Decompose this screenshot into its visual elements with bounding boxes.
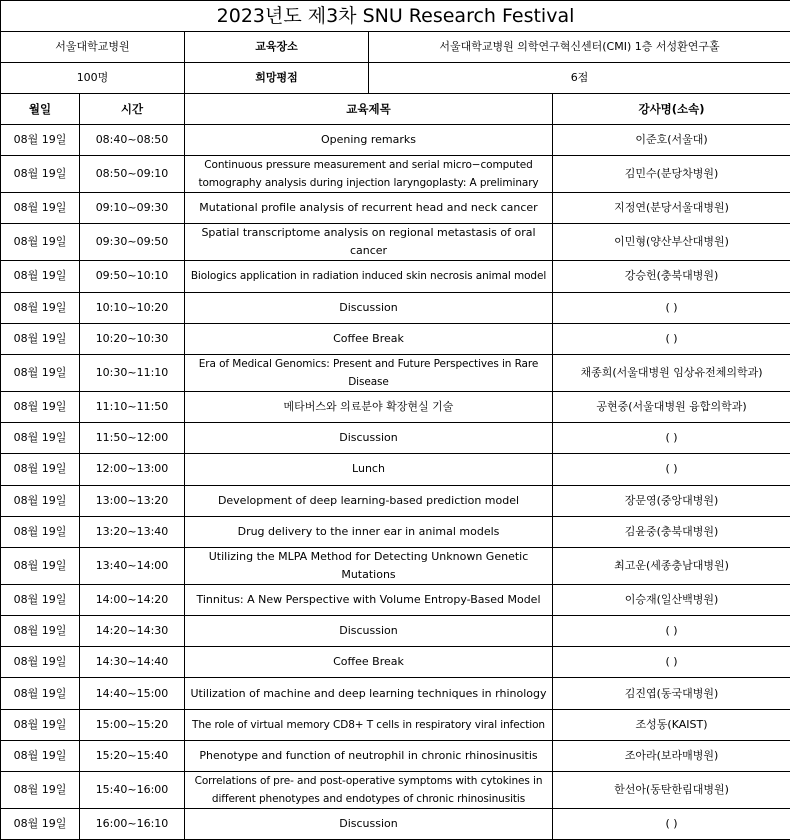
- table-row: [1, 678, 790, 709]
- table-row: [1, 156, 790, 193]
- cell-speaker: 채종희(서울대병원 임상유전체의학과): [553, 354, 790, 391]
- capacity: 100명: [1, 63, 185, 94]
- cell-subject: Lunch: [185, 454, 553, 485]
- cell-time: 09:50~10:10: [80, 261, 185, 292]
- cell-time: 13:40~14:00: [80, 547, 185, 584]
- cell-subject: Mutational profile analysis of recurrent head and neck cancer: [185, 193, 553, 224]
- cell-speaker: ( ): [553, 647, 790, 678]
- cell-subject: Discussion: [185, 809, 553, 840]
- cell-date: 08월 19일: [1, 454, 80, 485]
- cell-date: 08월 19일: [1, 516, 80, 547]
- cell-date: 08월 19일: [1, 423, 80, 454]
- cell-date: 08월 19일: [1, 125, 80, 156]
- cell-subject: Phenotype and function of neutrophil in chronic rhinosinusitis: [185, 740, 553, 771]
- cell-subject: 메타버스와 의료분야 확장현실 기술: [185, 391, 553, 422]
- cell-speaker: ( ): [553, 809, 790, 840]
- cell-date: 08월 19일: [1, 809, 80, 840]
- table-row: [1, 809, 790, 840]
- cell-subject: Coffee Break: [185, 323, 553, 354]
- cell-date: 08월 19일: [1, 156, 80, 193]
- cell-speaker: ( ): [553, 323, 790, 354]
- table-row: [1, 354, 790, 391]
- header-date: 월일: [1, 94, 80, 125]
- table-row: [1, 323, 790, 354]
- cell-time: 15:40~16:00: [80, 772, 185, 809]
- table-row: [1, 709, 790, 740]
- cell-subject: Discussion: [185, 423, 553, 454]
- table-row: [1, 547, 790, 584]
- table-row: [1, 454, 790, 485]
- cell-subject: Era of Medical Genomics: Present and Future Perspectives in Rare Disease: [185, 354, 553, 391]
- cell-speaker: 이승재(일산백병원): [553, 584, 790, 615]
- cell-speaker: ( ): [553, 423, 790, 454]
- cell-date: 08월 19일: [1, 584, 80, 615]
- cell-date: 08월 19일: [1, 772, 80, 809]
- cell-subject: Tinnitus: A New Perspective with Volume Entropy-Based Model: [185, 584, 553, 615]
- header-speaker: 강사명(소속): [553, 94, 790, 125]
- cell-speaker: 김진엽(동국대병원): [553, 678, 790, 709]
- cell-speaker: 조아라(보라매병원): [553, 740, 790, 771]
- cell-subject: The role of virtual memory CD8+ T cells in respiratory viral infection: [185, 709, 553, 740]
- organizer: 서울대학교병원: [1, 32, 185, 63]
- table-row: [1, 224, 790, 261]
- cell-date: 08월 19일: [1, 709, 80, 740]
- cell-subject: Utilization of machine and deep learning techniques in rhinology: [185, 678, 553, 709]
- header-subject: 교육제목: [185, 94, 553, 125]
- table-row: [1, 261, 790, 292]
- cell-time: 10:20~10:30: [80, 323, 185, 354]
- cell-time: 11:50~12:00: [80, 423, 185, 454]
- credit-value: 6점: [369, 63, 790, 94]
- cell-date: 08월 19일: [1, 224, 80, 261]
- cell-time: 10:30~11:10: [80, 354, 185, 391]
- cell-speaker: 공현중(서울대병원 융합의학과): [553, 391, 790, 422]
- cell-time: 09:10~09:30: [80, 193, 185, 224]
- cell-date: 08월 19일: [1, 740, 80, 771]
- table-row: [1, 616, 790, 647]
- cell-date: 08월 19일: [1, 678, 80, 709]
- table-row: [1, 193, 790, 224]
- cell-speaker: 이민형(양산부산대병원): [553, 224, 790, 261]
- cell-speaker: 김윤중(충북대병원): [553, 516, 790, 547]
- cell-date: 08월 19일: [1, 391, 80, 422]
- cell-date: 08월 19일: [1, 354, 80, 391]
- cell-subject: Correlations of pre- and post-operative symptoms with cytokines in different phenotypes and endotypes of chronic rhinosinusitis: [185, 772, 553, 809]
- cell-time: 08:50~09:10: [80, 156, 185, 193]
- cell-time: 10:10~10:20: [80, 292, 185, 323]
- table-row: [1, 125, 790, 156]
- cell-time: 15:20~15:40: [80, 740, 185, 771]
- cell-subject: Spatial transcriptome analysis on regional metastasis of oral cancer: [185, 224, 553, 261]
- cell-date: 08월 19일: [1, 616, 80, 647]
- cell-time: 12:00~13:00: [80, 454, 185, 485]
- table-row: [1, 391, 790, 422]
- cell-time: 14:30~14:40: [80, 647, 185, 678]
- cell-speaker: ( ): [553, 616, 790, 647]
- credit-label: 희망평점: [185, 63, 369, 94]
- cell-subject: Biologics application in radiation induced skin necrosis animal model: [185, 261, 553, 292]
- table-row: [1, 772, 790, 809]
- cell-time: 14:20~14:30: [80, 616, 185, 647]
- cell-subject: Drug delivery to the inner ear in animal models: [185, 516, 553, 547]
- table-row: [1, 423, 790, 454]
- cell-date: 08월 19일: [1, 193, 80, 224]
- cell-date: 08월 19일: [1, 647, 80, 678]
- cell-subject: Development of deep learning-based prediction model: [185, 485, 553, 516]
- cell-date: 08월 19일: [1, 292, 80, 323]
- cell-subject: Coffee Break: [185, 647, 553, 678]
- table-row: [1, 584, 790, 615]
- table-row: [1, 516, 790, 547]
- cell-subject: Opening remarks: [185, 125, 553, 156]
- cell-speaker: ( ): [553, 454, 790, 485]
- cell-speaker: 강승헌(충북대병원): [553, 261, 790, 292]
- table-row: [1, 485, 790, 516]
- page-title: 2023년도 제3차 SNU Research Festival: [1, 1, 790, 32]
- cell-subject: Utilizing the MLPA Method for Detecting Unknown Genetic Mutations: [185, 547, 553, 584]
- cell-date: 08월 19일: [1, 485, 80, 516]
- cell-time: 15:00~15:20: [80, 709, 185, 740]
- header-time: 시간: [80, 94, 185, 125]
- table-row: [1, 740, 790, 771]
- cell-speaker: 최고운(세종충남대병원): [553, 547, 790, 584]
- cell-time: 14:00~14:20: [80, 584, 185, 615]
- cell-speaker: 지정연(분당서울대병원): [553, 193, 790, 224]
- venue-label: 교육장소: [185, 32, 369, 63]
- cell-time: 13:20~13:40: [80, 516, 185, 547]
- venue-value: 서울대학교병원 의학연구혁신센터(CMI) 1층 서성환연구홀: [369, 32, 790, 63]
- cell-time: 09:30~09:50: [80, 224, 185, 261]
- cell-time: 11:10~11:50: [80, 391, 185, 422]
- table-row: [1, 292, 790, 323]
- cell-date: 08월 19일: [1, 323, 80, 354]
- cell-speaker: 이준호(서울대): [553, 125, 790, 156]
- cell-speaker: ( ): [553, 292, 790, 323]
- cell-speaker: 조성동(KAIST): [553, 709, 790, 740]
- cell-speaker: 김민수(분당차병원): [553, 156, 790, 193]
- cell-time: 14:40~15:00: [80, 678, 185, 709]
- cell-subject: Discussion: [185, 292, 553, 323]
- cell-date: 08월 19일: [1, 547, 80, 584]
- cell-speaker: 한선아(동탄한림대병원): [553, 772, 790, 809]
- cell-subject: Continuous pressure measurement and serial micro−computed tomography analysis during injection laryngoplasty: A preliminary: [185, 156, 553, 193]
- table-row: [1, 647, 790, 678]
- cell-subject: Discussion: [185, 616, 553, 647]
- cell-speaker: 장문영(중앙대병원): [553, 485, 790, 516]
- cell-time: 16:00~16:10: [80, 809, 185, 840]
- cell-date: 08월 19일: [1, 261, 80, 292]
- cell-time: 13:00~13:20: [80, 485, 185, 516]
- cell-time: 08:40~08:50: [80, 125, 185, 156]
